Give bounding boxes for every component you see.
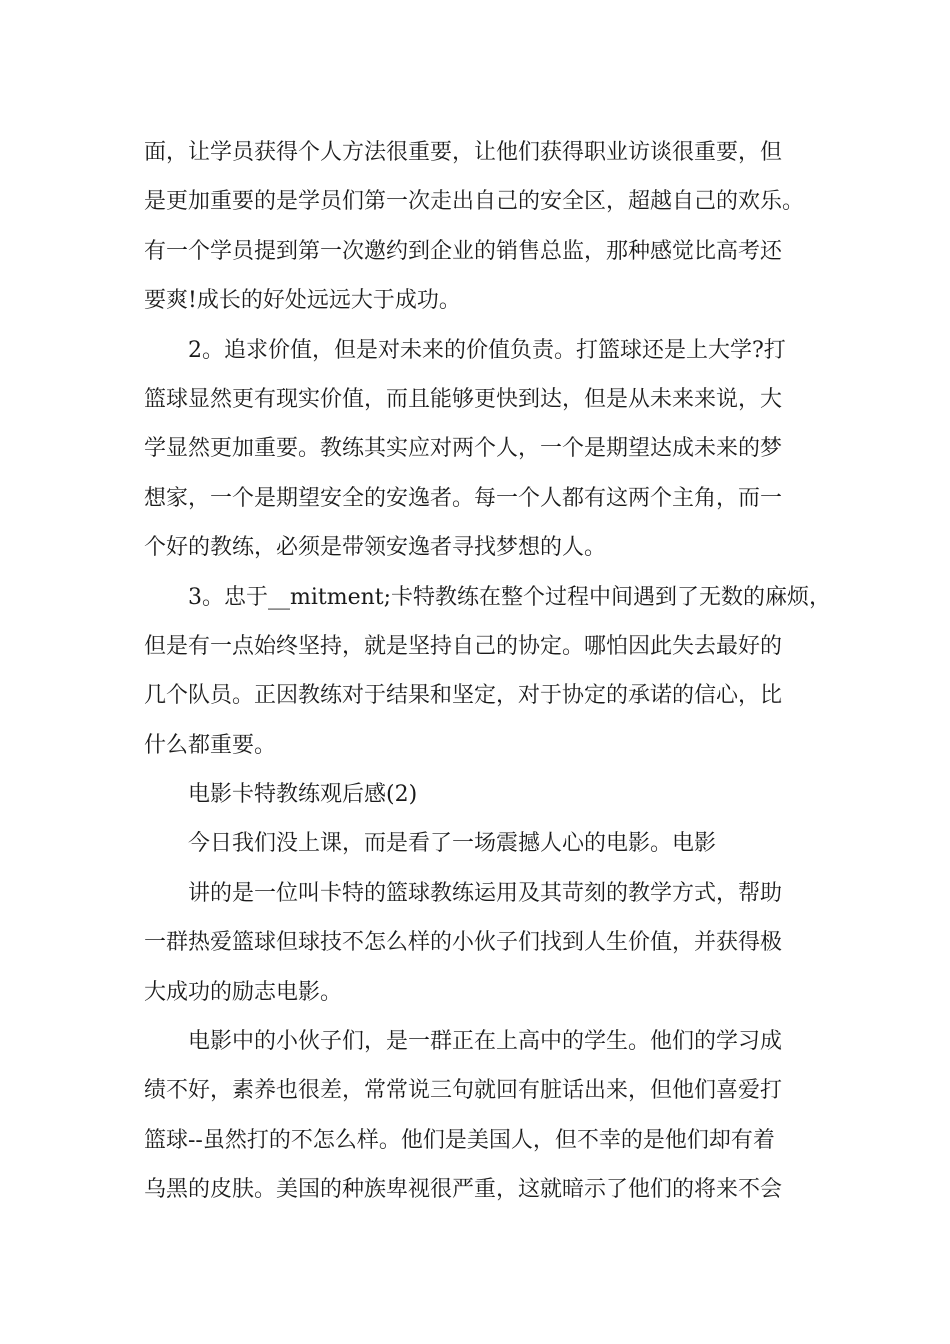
text-line: 篮球--虽然打的不怎么样。他们是美国人，但不幸的是他们却有着 [144,1127,775,1153]
text-line: 学显然更加重要。教练其实应对两个人，一个是期望达成未来的梦 [144,436,783,462]
text-line: 3。忠于__mitment;卡特教练在整个过程中间遇到了无数的麻烦， [188,584,832,610]
text-line: 乌黑的皮肤。美国的种族卑视很严重，这就暗示了他们的将来不会 [144,1177,783,1203]
section-heading: 电影卡特教练观后感(2) [188,782,418,808]
text-line: 但是有一点始终坚持，就是坚持自己的协定。哪怕因此失去最好的 [144,633,783,659]
text-line: 讲的是一位叫卡特的篮球教练运用及其苛刻的教学方式，帮助 [188,880,783,906]
text-line: 大成功的励志电影。 [144,979,343,1005]
text-line: 一群热爱篮球但球技不怎么样的小伙子们找到人生价值，并获得极 [144,930,783,956]
document-body [144,128,832,1215]
text-line: 想家，一个是期望安全的安逸者。每一个人都有这两个主角，而一 [144,485,783,511]
text-line: 几个队员。正因教练对于结果和坚定，对于协定的承诺的信心，比 [144,683,783,709]
text-line: 绩不好，素养也很差，常常说三句就回有脏话出来，但他们喜爱打 [144,1078,783,1104]
text-line: 今日我们没上课，而是看了一场震撼人心的电影。电影 [188,831,717,857]
text-line: 是更加重要的是学员们第一次走出自己的安全区，超越自己的欢乐。 [144,189,805,215]
text-line: 面，让学员获得个人方法很重要，让他们获得职业访谈很重要，但 [144,140,783,165]
text-line: 个好的教练，必须是带领安逸者寻找梦想的人。 [144,535,607,561]
text-line: 2。追求价值，但是对未来的价值负责。打篮球还是上大学?打 [188,337,786,363]
text-line: 什么都重要。 [144,732,277,758]
text-line: 有一个学员提到第一次邀约到企业的销售总监，那种感觉比高考还 [144,238,783,264]
text-line: 电影中的小伙子们，是一群正在上高中的学生。他们的学习成 [188,1029,783,1055]
text-line: 要爽!成长的好处远远大于成功。 [144,288,461,314]
text-line: 篮球显然更有现实价值，而且能够更快到达，但是从未来来说，大 [144,386,783,412]
